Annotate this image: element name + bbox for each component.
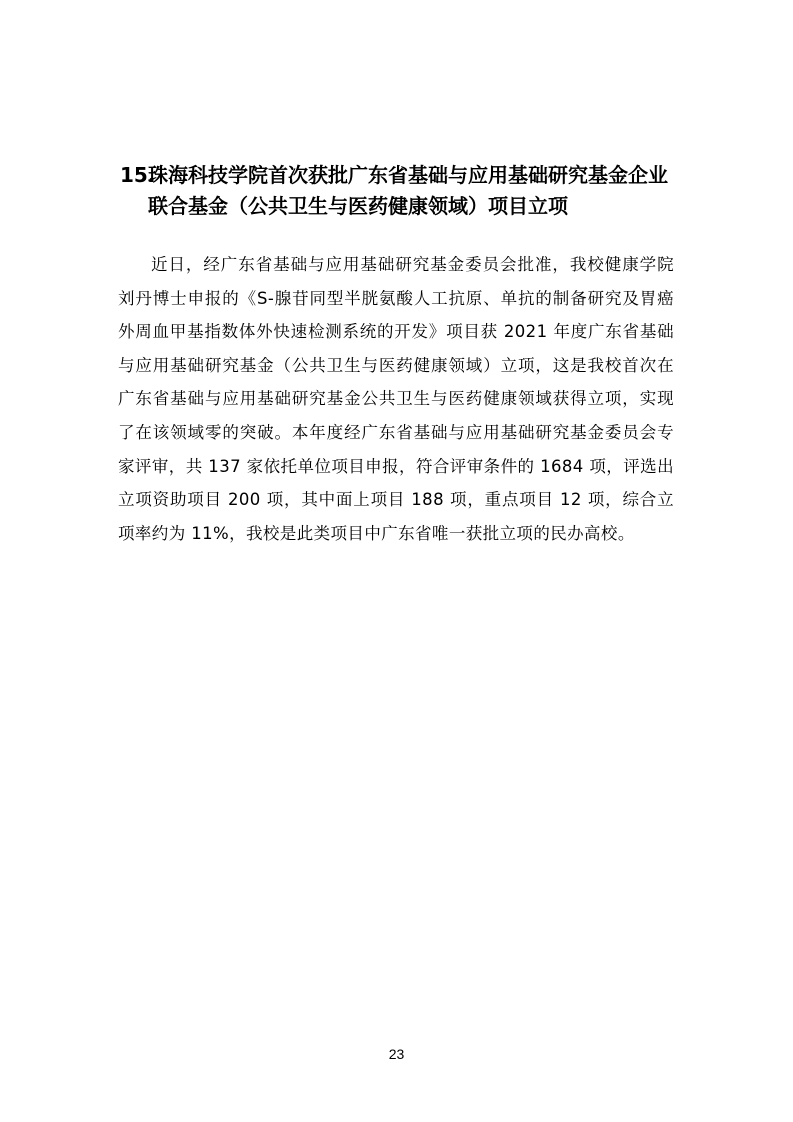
heading-line-2: 联合基金（公共卫生与医药健康领域）项目立项 — [148, 194, 568, 218]
body-paragraph: 近日，经广东省基础与应用基础研究基金委员会批准，我校健康学院刘丹博士申报的《S-腺苷同型半胱氨酸人工抗原、单抗的制备研究及胃癌外周血甲基指数体外快速检测系统的开发》项目获 2021 年度广东省基础与应用基础研究基金（公共卫生与医药健康领域）立项，这是我校首次在广东省基础与应用基础研究基金公共卫生与医药健康领域获得立项，实现了在该领域零的突破。本年度经广东省基础与应用基础研究基金委员会专家评审，共 137 家依托单位项目申报，符合评审条件的 1684 项，评选出立项资助项目 200 项，其中面上项目 188 项，重点项目 12 项，综合立项率约为 11%，我校是此类项目中广东省唯一获批立项的民办高校。 — [118, 255, 674, 543]
section-number: 15. — [120, 163, 156, 187]
heading-line-1 — [120, 160, 680, 191]
page-number: 23 — [388, 1046, 405, 1062]
section-heading — [120, 160, 680, 222]
heading-line-1-text: 珠海科技学院首次获批广东省基础与应用基础研究基金企业 — [148, 163, 668, 187]
